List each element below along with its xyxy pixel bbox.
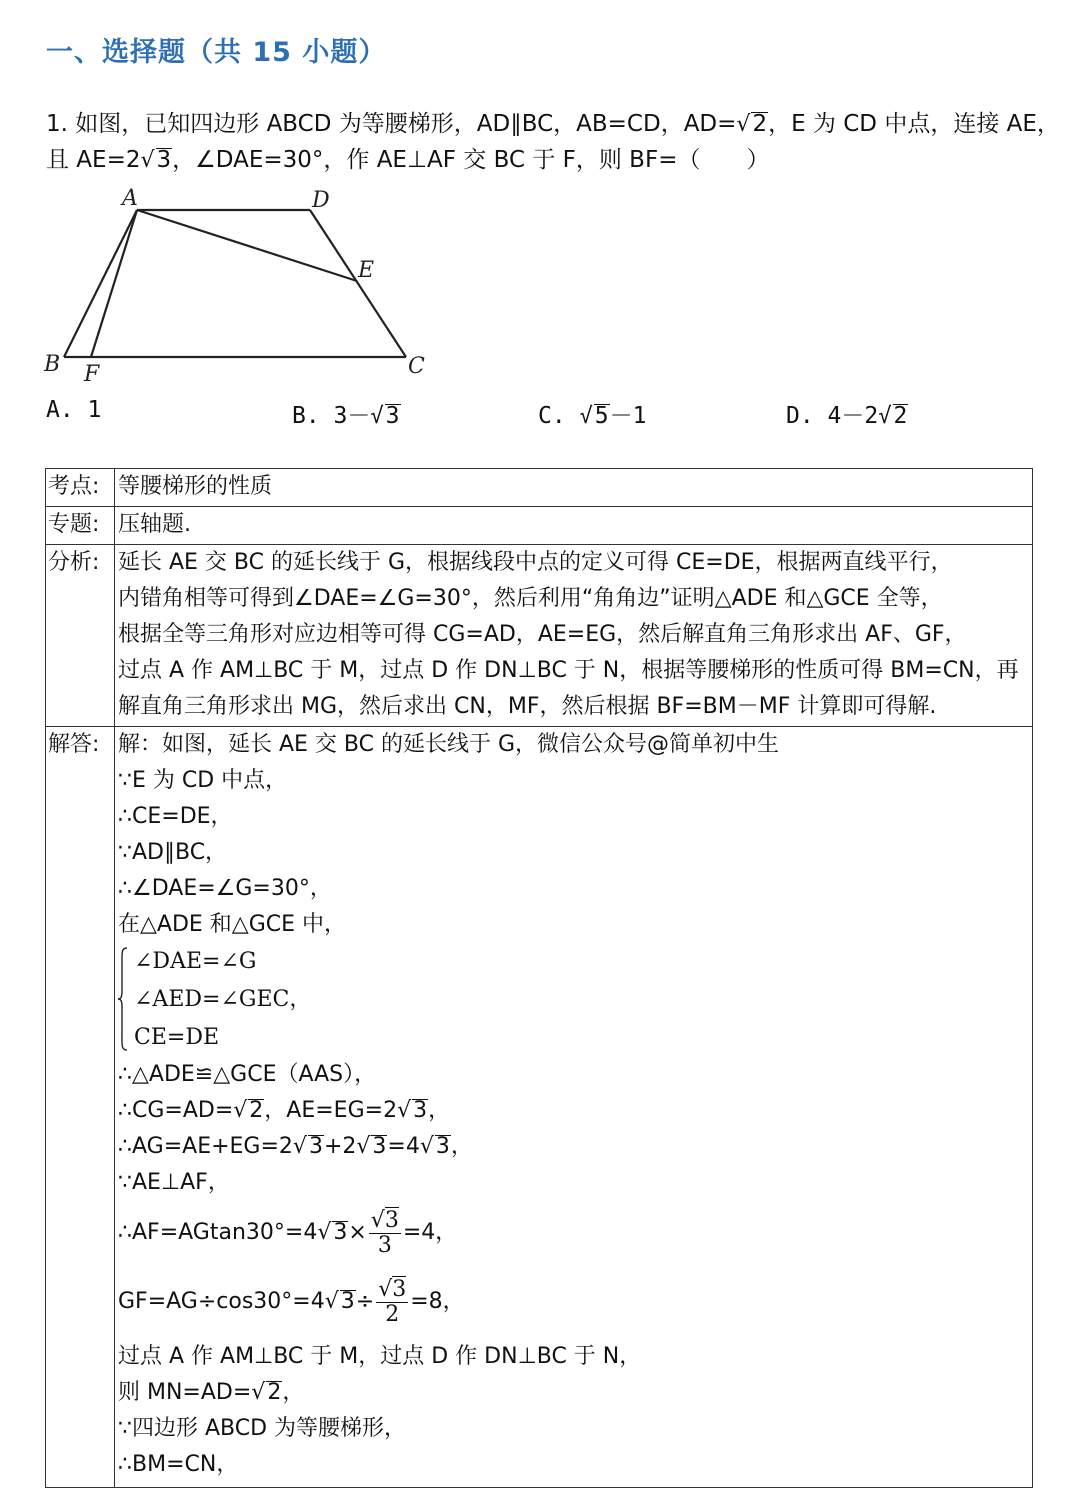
fraction-sqrt3-over-2: $\frac{√3}{2}$ (378, 1276, 407, 1327)
label-b: B (44, 352, 61, 377)
brace-icon (118, 947, 128, 1051)
segment-ab (64, 210, 137, 357)
question-line-1: 1. 如图，已知四边形 ABCD 为等腰梯形，AD∥BC，AB=CD，AD=√2，E 为 CD 中点，连接 AE， (46, 111, 1060, 137)
section-title: 一、选择题（共 15 小题） (46, 37, 387, 68)
sqrt-2: 2 (752, 111, 768, 137)
jieda-line: ∴CG=AD=√2，AE=EG=2√3， (118, 1098, 451, 1123)
question-line-1-prefix: 1. 如图，已知四边形 ABCD 为等腰梯形，AD∥BC，AB=CD，AD= (46, 111, 737, 137)
fenxi-line: 根据全等三角形对应边相等可得 CG=AD，AE=EG，然后解直角三角形求出 AF、GF， (118, 622, 967, 647)
label-e: E (358, 258, 375, 283)
label-d: D (312, 188, 330, 213)
question-line-2-prefix: 且 AE=2 (46, 147, 141, 173)
condition-2: ∠AED=∠GEC， (134, 987, 312, 1012)
jieda-text (118, 727, 1030, 1483)
option-d: D. 4－2√2 (786, 403, 908, 429)
jieda-line: 则 MN=AD=√2， (118, 1380, 305, 1405)
condition-3: CE=DE (134, 1025, 220, 1050)
segment-af (91, 210, 137, 357)
fraction-sqrt3-over-3: $\frac{√3}{3}$ (370, 1207, 399, 1258)
jieda-line: 过点 A 作 AM⊥BC 于 M，过点 D 作 DN⊥BC 于 N， (118, 1344, 642, 1369)
option-a: A. 1 (46, 397, 102, 423)
label-c: C (408, 354, 425, 379)
fenxi-line: 延长 AE 交 BC 的延长线于 G，根据线段中点的定义可得 CE=DE，根据两直线平行， (118, 550, 953, 575)
fenxi-label: 分析: (48, 550, 100, 575)
label-f: F (84, 362, 100, 385)
question-line-2: 且 AE=2√3，∠DAE=30°，作 AE⊥AF 交 BC 于 F，则 BF=（ ） (46, 147, 770, 173)
jieda-line: ∴AF=AGtan30°=4√3× $\frac{√3}{3}$ =4， (118, 1207, 458, 1258)
condition-1: ∠DAE=∠G (134, 949, 257, 974)
congruence-conditions (118, 943, 1030, 1057)
kaodian-text: 等腰梯形的性质 (118, 474, 273, 499)
jieda-line: ∴BM=CN， (118, 1452, 239, 1477)
jieda-line: ∴∠DAE=∠G=30°， (118, 876, 332, 901)
jieda-line: ∴△ADE≌△GCE（AAS）， (118, 1062, 377, 1087)
option-c: C. √5－1 (538, 403, 647, 429)
jieda-line: ∴AG=AE+EG=2√3+2√3=4√3， (118, 1134, 473, 1159)
jieda-line: 解：如图，延长 AE 交 BC 的延长线于 G，微信公众号@简单初中生 (118, 732, 780, 757)
option-b: B. 3－√3 (292, 403, 400, 429)
jieda-line: ∵AE⊥AF， (118, 1170, 230, 1195)
fenxi-line: 解直角三角形求出 MG，然后求出 CN，MF，然后根据 BF=BM－MF 计算即可得解. (118, 694, 937, 719)
zhuanti-label: 专题: (48, 512, 100, 537)
label-a: A (122, 186, 138, 211)
fenxi-text (118, 545, 1030, 725)
jieda-line: ∵E 为 CD 中点， (118, 768, 288, 793)
fenxi-line: 过点 A 作 AM⊥BC 于 M，过点 D 作 DN⊥BC 于 N，根据等腰梯形的性质可得 BM=CN，再 (118, 658, 1019, 683)
jieda-line: GF=AG÷cos30°=4√3÷ $\frac{√3}{2}$ =8， (118, 1276, 465, 1327)
jieda-line: ∵AD∥BC， (118, 840, 228, 865)
zhuanti-text: 压轴题. (118, 512, 191, 537)
jieda-line: 在△ADE 和△GCE 中， (118, 912, 347, 937)
fenxi-line: 内错角相等可得到∠DAE=∠G=30°，然后利用“角角边”证明△ADE 和△GCE 全等， (118, 586, 943, 611)
jieda-line: ∵四边形 ABCD 为等腰梯形， (118, 1416, 407, 1441)
question-line-2-suffix: ，∠DAE=30°，作 AE⊥AF 交 BC 于 F，则 BF=（ ） (172, 147, 770, 173)
sqrt-3: 3 (156, 147, 172, 173)
kaodian-label: 考点: (48, 474, 100, 499)
solution-table (45, 468, 1033, 1488)
question-line-1-suffix: ，E 为 CD 中点，连接 AE， (768, 111, 1060, 137)
jieda-line: ∴CE=DE， (118, 804, 233, 829)
trapezoid-figure (40, 185, 460, 385)
segment-dc (310, 210, 406, 357)
jieda-label: 解答: (48, 732, 100, 757)
segment-ae (137, 210, 357, 281)
